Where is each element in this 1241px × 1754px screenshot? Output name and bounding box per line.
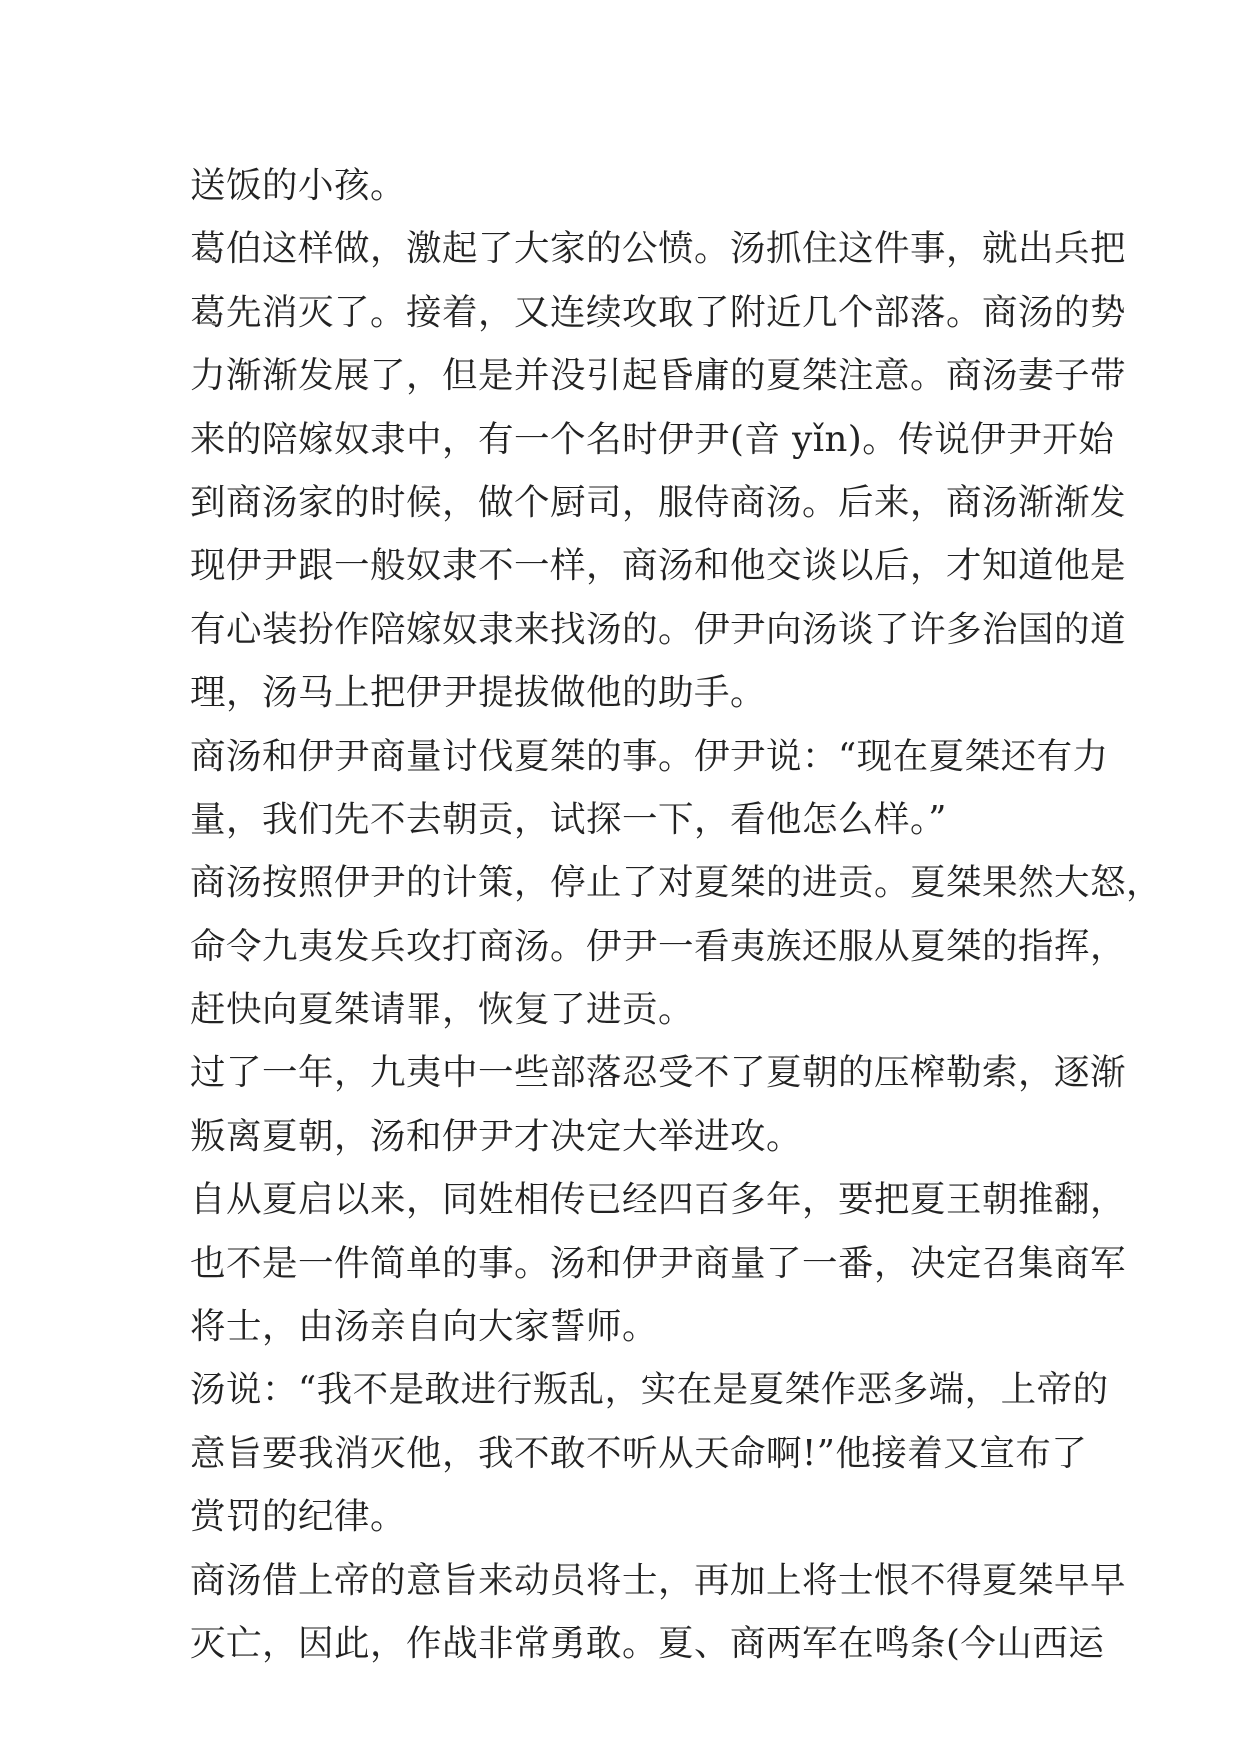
text-line: 也不是一件简单的事。汤和伊尹商量了一番，决定召集商军 — [190, 1242, 1127, 1284]
text-line: 理，汤马上把伊尹提拔做他的助手。 — [190, 672, 767, 714]
text-line: 赶快向夏桀请罪，恢复了进贡。 — [190, 989, 695, 1031]
text-line: 商汤按照伊尹的计策，停止了对夏桀的进贡。夏桀果然大怒， — [190, 862, 1163, 904]
text-line: 商汤借上帝的意旨来动员将士，再加上将士恨不得夏桀早早 — [190, 1559, 1127, 1601]
text-line: 将士，由汤亲自向大家誓师。 — [190, 1306, 659, 1348]
text-line: 葛伯这样做，激起了大家的公愤。汤抓住这件事，就出兵把 — [190, 228, 1127, 270]
text-line: 自从夏启以来，同姓相传已经四百多年，要把夏王朝推翻， — [190, 1179, 1127, 1221]
text-line: 现伊尹跟一般奴隶不一样，商汤和他交谈以后，才知道他是 — [190, 545, 1127, 587]
text-line: 商汤和伊尹商量讨伐夏桀的事。伊尹说：“现在夏桀还有力 — [190, 735, 1109, 777]
text-line: 过了一年，九夷中一些部落忍受不了夏朝的压榨勒索，逐渐 — [190, 1052, 1127, 1094]
text-line: 来的陪嫁奴隶中，有一个名时伊尹(音 yǐn)。传说伊尹开始 — [190, 418, 1115, 460]
text-line: 灭亡，因此，作战非常勇敢。夏、商两军在鸣条(今山西运 — [190, 1622, 1105, 1664]
text-line: 叛离夏朝，汤和伊尹才决定大举进攻。 — [190, 1115, 803, 1157]
text-line: 意旨要我消灭他，我不敢不听从天命啊!”他接着又宣布了 — [190, 1432, 1088, 1474]
text-line: 赏罚的纪律。 — [190, 1496, 407, 1538]
text-line: 力渐渐发展了，但是并没引起昏庸的夏桀注意。商汤妻子带 — [190, 355, 1127, 397]
text-line: 有心装扮作陪嫁奴隶来找汤的。伊尹向汤谈了许多治国的道 — [190, 608, 1127, 650]
text-line: 送饭的小孩。 — [190, 165, 407, 206]
body-text — [190, 154, 1163, 1675]
text-line: 量，我们先不去朝贡，试探一下，看他怎么样。” — [190, 798, 947, 840]
text-line: 命令九夷发兵攻打商汤。伊尹一看夷族还服从夏桀的指挥， — [190, 925, 1127, 967]
text-line: 汤说：“我不是敢进行叛乱，实在是夏桀作恶多端，上帝的 — [190, 1369, 1109, 1411]
text-line: 到商汤家的时候，做个厨司，服侍商汤。后来，商汤渐渐发 — [190, 481, 1127, 523]
text-line: 葛先消灭了。接着，又连续攻取了附近几个部落。商汤的势 — [190, 291, 1127, 333]
